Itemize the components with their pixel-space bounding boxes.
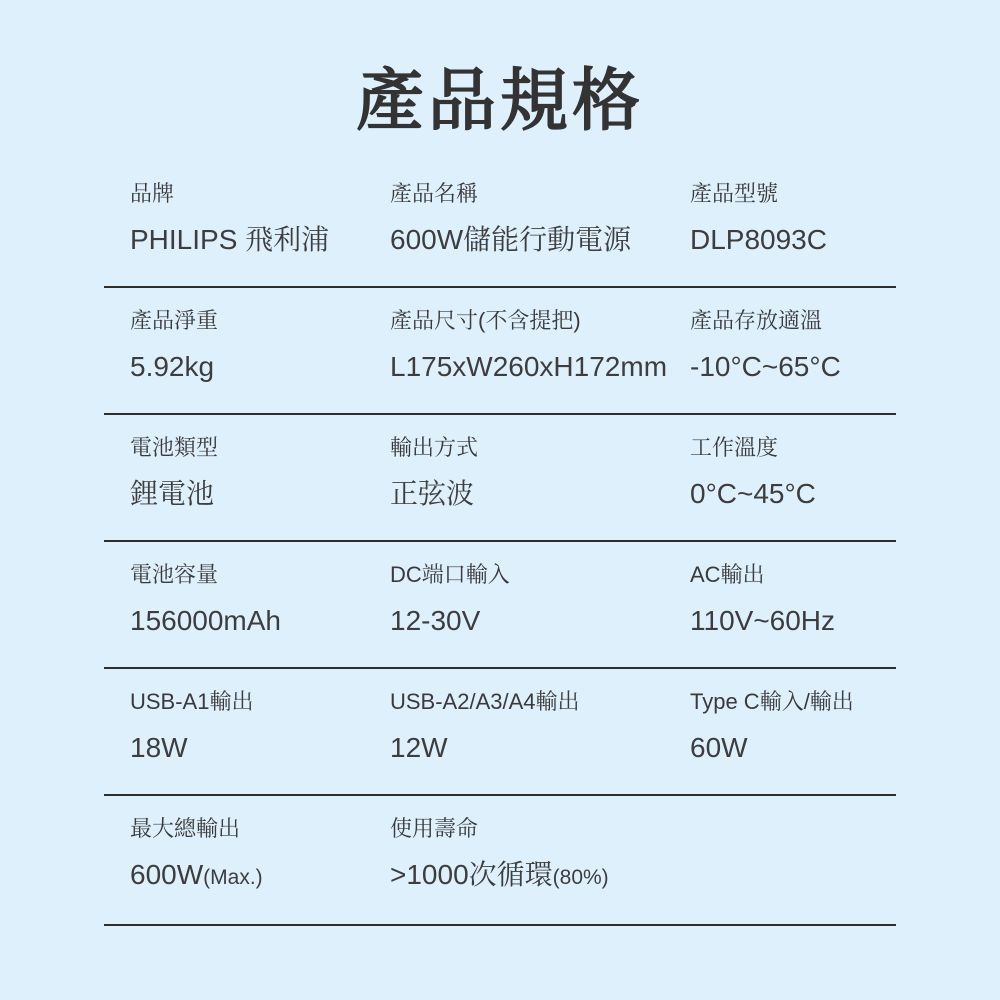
spec-row-usb-typec <box>104 669 896 796</box>
spec-value: DLP8093C <box>690 223 827 255</box>
spec-label: 最大總輸出 <box>130 815 241 841</box>
spec-value-main: 600W <box>130 858 204 890</box>
spec-label: USB-A2/A3/A4輸出 <box>390 688 580 714</box>
spec-row-brand <box>104 161 896 288</box>
spec-label: 電池類型 <box>130 434 219 460</box>
page-title: 產品規格 <box>355 63 644 139</box>
spec-value: 156000mAh <box>130 604 282 636</box>
spec-row-capacity-dc-ac <box>104 542 896 669</box>
spec-cell-lifespan <box>390 816 690 895</box>
spec-value: 5.92kg <box>130 350 215 382</box>
spec-label: USB-A1輸出 <box>130 688 254 714</box>
spec-label: 使用壽命 <box>390 815 479 841</box>
spec-label: DC端口輸入 <box>390 561 510 587</box>
spec-value: 60W <box>690 731 748 763</box>
spec-label: 輸出方式 <box>390 434 479 460</box>
spec-value: L175xW260xH172mm <box>390 350 668 382</box>
spec-value: 正弦波 <box>390 477 475 509</box>
spec-value-main: >1000次循環 <box>390 858 553 890</box>
spec-value-suffix: (80%) <box>552 865 609 889</box>
spec-cell-dc-input <box>390 562 690 638</box>
spec-value: 110V~60Hz <box>690 604 836 636</box>
spec-cell-product-name <box>390 181 690 257</box>
spec-label: 產品存放適溫 <box>690 307 823 333</box>
spec-cell-storage-temp <box>690 308 896 384</box>
spec-table <box>104 161 896 926</box>
spec-cell-ac-output <box>690 562 896 638</box>
spec-label: AC輸出 <box>690 561 765 587</box>
spec-cell-usb-a1-output <box>104 689 390 765</box>
spec-label: 產品名稱 <box>390 180 479 206</box>
spec-cell-type-c-in-out <box>690 689 896 765</box>
spec-value-suffix: (Max.) <box>203 865 263 889</box>
spec-cell-battery-type <box>104 435 390 511</box>
spec-cell-model-number <box>690 181 896 257</box>
spec-label: 產品淨重 <box>130 307 219 333</box>
spec-cell-dimensions <box>390 308 690 384</box>
spec-value: 600W儲能行動電源 <box>390 223 632 255</box>
spec-value <box>130 858 390 895</box>
spec-value: 18W <box>130 731 188 763</box>
spec-cell-usb-a2-a3-a4-output <box>390 689 690 765</box>
spec-cell-net-weight <box>104 308 390 384</box>
spec-value: -10°C~65°C <box>690 350 841 382</box>
spec-row-battery-output-temp <box>104 415 896 542</box>
spec-value <box>390 858 690 895</box>
spec-cell-working-temp <box>690 435 896 511</box>
spec-row-max-output-lifespan <box>104 796 896 926</box>
spec-label: 電池容量 <box>130 561 219 587</box>
spec-label: 產品尺寸(不含提把) <box>390 307 581 333</box>
spec-label: Type C輸入/輸出 <box>690 688 854 714</box>
spec-cell-output-mode <box>390 435 690 511</box>
spec-label: 工作溫度 <box>690 434 779 460</box>
spec-value: 0°C~45°C <box>690 477 816 509</box>
spec-value: PHILIPS 飛利浦 <box>130 223 330 255</box>
spec-cell-battery-capacity <box>104 562 390 638</box>
spec-value: 鋰電池 <box>130 477 215 509</box>
spec-cell-max-total-output <box>104 816 390 895</box>
spec-cell-brand <box>104 181 390 257</box>
spec-label: 品牌 <box>130 180 175 206</box>
spec-value: 12-30V <box>390 604 481 636</box>
spec-label: 產品型號 <box>690 180 779 206</box>
spec-row-weight-size-storage <box>104 288 896 415</box>
spec-value: 12W <box>390 731 448 763</box>
